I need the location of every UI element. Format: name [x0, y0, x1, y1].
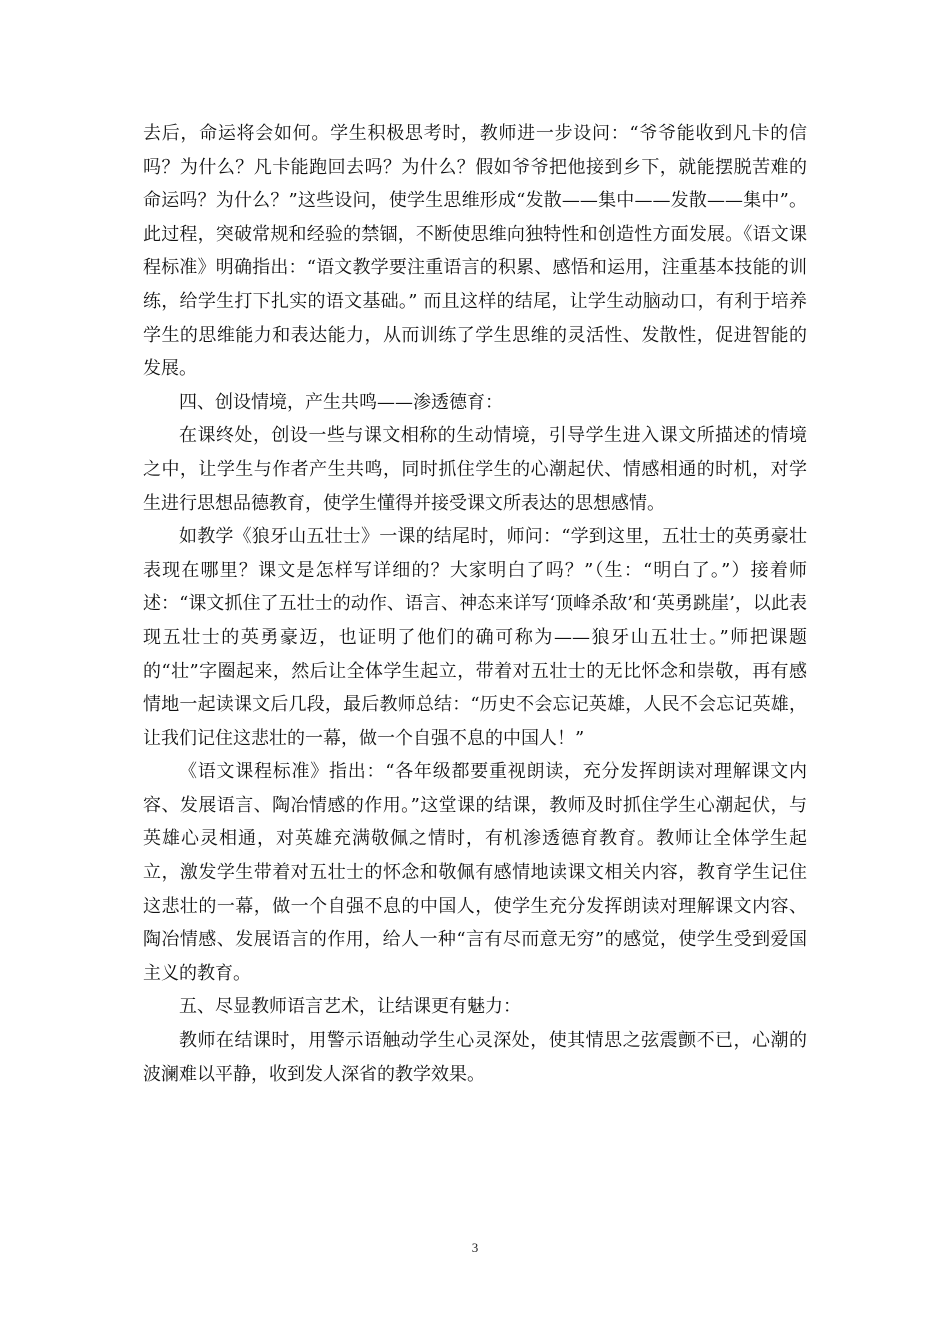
- paragraph: 《语文课程标准》指出：“各年级都要重视朗读，充分发挥朗读对理解课文内容、发展语言、陶冶情感的作用。”这堂课的结课，教师及时抓住学生心潮起伏，与英雄心灵相通，对英雄充满敬佩之情时，有机渗透德育教育。教师让全体学生起立，激发学生带着对五壮士的怀念和敬佩有感情地读课文相关内容，教育学生记住这悲壮的一幕，做一个自强不息的中国人，使学生充分发挥朗读对理解课文内容、陶冶情感、发展语言的作用，给人一种“言有尽而意无穷”的感觉，使学生受到爱国主义的教育。: [143, 761, 807, 984]
- paragraph: 教师在结课时，用警示语触动学生心灵深处，使其情思之弦震颤不已，心潮的波澜难以平静，收到发人深省的教学效果。: [143, 1030, 807, 1085]
- document-body: [143, 117, 807, 1091]
- section-heading-five: 五、尽显教师语言艺术，让结课更有魅力：: [179, 996, 521, 1018]
- section-heading-four: 四、创设情境，产生共鸣——渗透德育：: [179, 391, 503, 413]
- paragraph-continuation: 去后，命运将会如何。学生积极思考时，教师进一步设问：“爷爷能收到凡卡的信吗？为什么？凡卡能跑回去吗？为什么？假如爷爷把他接到乡下，就能摆脱苦难的命运吗？为什么？”这些设问，使学生思维形成“发散——集中——发散——集中”。此过程，突破常规和经验的禁锢，不断使思维向独特性和创造性方面发展。《语文课程标准》明确指出：“语文教学要注重语言的积累、感悟和运用，注重基本技能的训练，给学生打下扎实的语文基础。” 而且这样的结尾，让学生动脑动口，有利于培养学生的思维能力和表达能力，从而训练了学生思维的灵活性、发散性，促进智能的发展。: [143, 123, 807, 380]
- paragraph: 在课终处，创设一些与课文相称的生动情境，引导学生进入课文所描述的情境之中，让学生与作者产生共鸣，同时抓住学生的心潮起伏、情感相通的时机，对学生进行思想品德教育，使学生懂得并接受课文所表达的思想感情。: [143, 425, 807, 514]
- paragraph: 如教学《狼牙山五壮士》一课的结尾时，师问：“学到这里，五壮士的英勇豪壮表现在哪里？课文是怎样写详细的？大家明白了吗？”（生：“明白了。”）接着师述：“课文抓住了五壮士的动作、语言、神态来详写‘顶峰杀敌’和‘英勇跳崖’，以此表现五壮士的英勇豪迈，也证明了他们的确可称为——狼牙山五壮士。”师把课题的“壮”字圈起来，然后让全体学生起立，带着对五壮士的无比怀念和崇敬，再有感情地一起读课文后几段，最后教师总结：“历史不会忘记英雄，人民不会忘记英雄，让我们记住这悲壮的一幕，做一个自强不息的中国人！”: [143, 526, 807, 749]
- page-number: 3: [471, 1240, 479, 1255]
